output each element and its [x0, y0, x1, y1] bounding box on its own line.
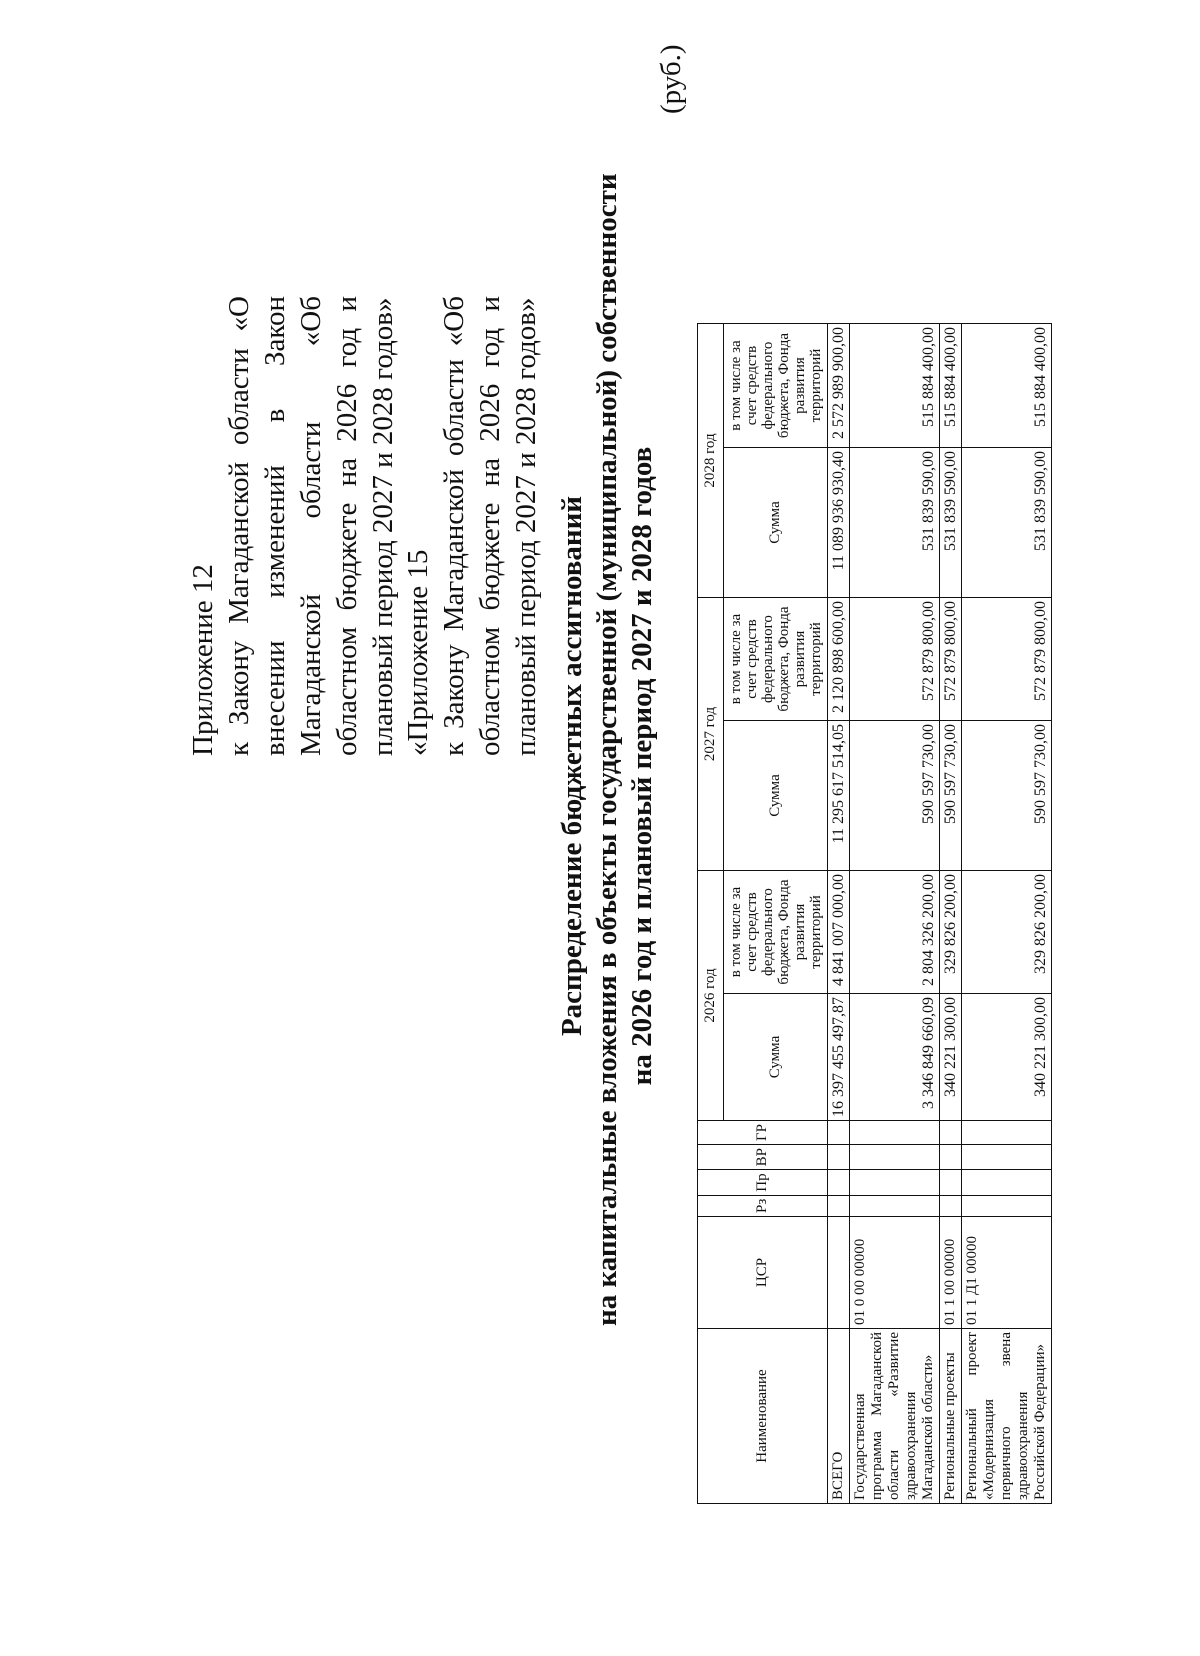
row-rz	[962, 1195, 1052, 1216]
appendix-12-title: Приложение 12	[187, 564, 219, 756]
appendix-12-block	[185, 296, 401, 756]
row-csr: 01 0 00 00000	[850, 1217, 940, 1329]
row-pr	[828, 1170, 850, 1195]
row-2026-sum: 16 397 455 497,87	[828, 994, 850, 1121]
header-vr: ВР	[698, 1145, 828, 1170]
header-2026-sum: Сумма	[724, 994, 828, 1121]
row-2026-sum: 340 221 300,00	[962, 994, 1052, 1121]
row-2026-federal: 2 804 326 200,00	[850, 871, 940, 994]
header-year-2028: 2028 год	[698, 324, 724, 598]
table-row	[850, 324, 940, 1504]
header-2027-sum: Сумма	[724, 721, 828, 871]
header-2026-federal: в том числе за счет средств федерального бюджета, Фонда развития территорий	[724, 871, 828, 994]
row-rz	[850, 1195, 940, 1216]
header-2027-federal: в том числе за счет средств федерального бюджета, Фонда развития территорий	[724, 598, 828, 721]
table-row	[940, 324, 962, 1504]
budget-allocation-table	[697, 323, 1052, 1504]
heading-line-2: на капитальные вложения в объекты государственной (муниципальной) собственности	[591, 173, 623, 1326]
header-gr: ГР	[698, 1121, 828, 1145]
row-2028-sum: 11 089 936 930,40	[828, 448, 850, 598]
row-gr	[962, 1121, 1052, 1145]
row-2028-sum: 531 839 590,00	[850, 448, 940, 598]
row-2028-sum: 531 839 590,00	[962, 448, 1052, 598]
row-gr	[850, 1121, 940, 1145]
row-gr	[940, 1121, 962, 1145]
row-vr	[850, 1145, 940, 1170]
document-heading	[555, 173, 660, 1326]
row-2027-sum: 590 597 730,00	[962, 721, 1052, 871]
row-2027-sum: 590 597 730,00	[850, 721, 940, 871]
row-pr	[850, 1170, 940, 1195]
header-year-2027: 2027 год	[698, 598, 724, 871]
heading-line-3: на 2026 год и плановый период 2027 и 2028 годов	[626, 446, 658, 1086]
row-2027-sum: 590 597 730,00	[940, 721, 962, 871]
row-2026-sum: 340 221 300,00	[940, 994, 962, 1121]
row-2027-federal: 572 879 800,00	[940, 598, 962, 721]
row-vr	[962, 1145, 1052, 1170]
row-2026-federal: 329 826 200,00	[940, 871, 962, 994]
row-csr: 01 1 00 00000	[940, 1217, 962, 1329]
row-2028-federal: 515 884 400,00	[850, 324, 940, 448]
heading-line-1: Распределение бюджетных ассигнований	[556, 495, 588, 1037]
row-vr	[940, 1145, 962, 1170]
row-2028-federal: 2 572 989 900,00	[828, 324, 850, 448]
header-pr: Пр	[698, 1170, 828, 1195]
row-rz	[828, 1195, 850, 1216]
row-name: ВСЕГО	[828, 1329, 850, 1504]
table-row-total	[828, 324, 850, 1504]
appendix-15-body: к Закону Магаданской области «Об областном бюджете на 2026 год и плановый период 2027 и 2028 годов»	[438, 296, 542, 756]
header-name: Наименование	[698, 1329, 828, 1504]
appendix-12-body: к Закону Магаданской области «О внесении изменений в Закон Магаданской области «Об областном бюджете на 2026 год и плановый период 2027 и 2028 годов»	[223, 296, 399, 756]
header-year-2026: 2026 год	[698, 871, 724, 1121]
row-2026-federal: 4 841 007 000,00	[828, 871, 850, 994]
row-pr	[940, 1170, 962, 1195]
row-2026-sum: 3 346 849 660,09	[850, 994, 940, 1121]
currency-unit-label: (руб.)	[655, 44, 687, 114]
row-pr	[962, 1170, 1052, 1195]
row-gr	[828, 1121, 850, 1145]
row-2028-federal: 515 884 400,00	[962, 324, 1052, 448]
row-name: Региональный проект «Модернизация первичного звена здравоохранения Российской Федерации»	[962, 1329, 1052, 1504]
header-2028-federal: в том числе за счет средств федерального бюджета, Фонда развития территорий	[724, 324, 828, 448]
row-2028-sum: 531 839 590,00	[940, 448, 962, 598]
row-name: Государственная программа Магаданской области «Развитие здравоохранения Магаданской области»	[850, 1329, 940, 1504]
row-name: Региональные проекты	[940, 1329, 962, 1504]
appendix-15-block	[400, 296, 544, 756]
header-2028-sum: Сумма	[724, 448, 828, 598]
row-2027-federal: 572 879 800,00	[962, 598, 1052, 721]
appendix-15-title: «Приложение 15	[402, 549, 434, 756]
row-csr: 01 1 Д1 00000	[962, 1217, 1052, 1329]
row-2027-federal: 572 879 800,00	[850, 598, 940, 721]
row-vr	[828, 1145, 850, 1170]
row-csr	[828, 1217, 850, 1329]
row-2027-sum: 11 295 617 514,05	[828, 721, 850, 871]
row-2026-federal: 329 826 200,00	[962, 871, 1052, 994]
header-rz: Рз	[698, 1195, 828, 1216]
row-rz	[940, 1195, 962, 1216]
row-2028-federal: 515 884 400,00	[940, 324, 962, 448]
row-2027-federal: 2 120 898 600,00	[828, 598, 850, 721]
header-csr: ЦСР	[698, 1217, 828, 1329]
table-row	[962, 324, 1052, 1504]
